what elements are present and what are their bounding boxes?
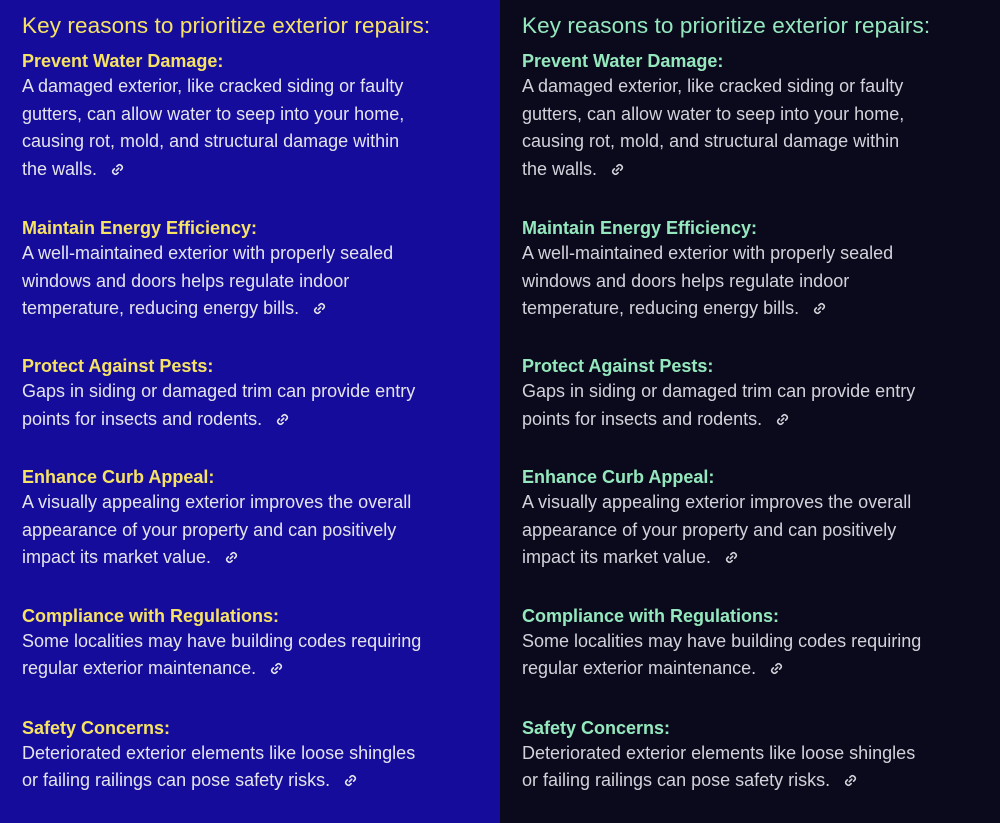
reason-text-line: A visually appealing exterior improves the overall xyxy=(522,491,912,512)
reason-text-line: regular exterior maintenance. xyxy=(22,658,257,679)
link-icon[interactable] xyxy=(776,413,789,426)
reason-text-line: causing rot, mold, and structural damage within xyxy=(22,131,400,152)
reason-title: Safety Concerns: xyxy=(22,717,171,738)
reason-section xyxy=(22,49,482,183)
reason-text-line: gutters, can allow water to seep into your home, xyxy=(522,103,905,124)
reason-title: Maintain Energy Efficiency: xyxy=(22,217,258,238)
reason-title: Protect Against Pests: xyxy=(22,355,214,376)
reason-description xyxy=(22,628,482,683)
page-heading: Key reasons to prioritize exterior repairs: xyxy=(522,13,931,38)
reason-text-line: the walls. xyxy=(522,158,598,179)
reason-description xyxy=(22,489,482,572)
reason-text-line: Gaps in siding or damaged trim can provide entry xyxy=(22,380,416,401)
reason-section xyxy=(522,604,982,683)
reason-text-line: or failing railings can pose safety risks. xyxy=(522,770,831,791)
reason-title: Compliance with Regulations: xyxy=(522,605,780,626)
reason-section xyxy=(22,604,482,683)
reason-section xyxy=(22,216,482,323)
reason-title: Protect Against Pests: xyxy=(522,355,714,376)
reason-section xyxy=(522,716,982,795)
reason-text-line: appearance of your property and can positively xyxy=(522,519,897,540)
reason-section xyxy=(522,354,982,433)
reason-description xyxy=(22,378,482,433)
reason-description xyxy=(522,628,982,683)
reason-description xyxy=(22,240,482,323)
reason-text-line: points for insects and rodents. xyxy=(22,408,263,429)
reason-text-line: impact its market value. xyxy=(22,547,212,568)
reason-text-line: A visually appealing exterior improves the overall xyxy=(22,491,412,512)
link-icon[interactable] xyxy=(611,163,624,176)
reason-section xyxy=(22,354,482,433)
link-icon[interactable] xyxy=(813,302,826,315)
link-icon[interactable] xyxy=(844,774,857,787)
link-icon[interactable] xyxy=(344,774,357,787)
reason-description xyxy=(22,73,482,183)
reason-title: Safety Concerns: xyxy=(522,717,671,738)
link-icon[interactable] xyxy=(111,163,124,176)
reason-text-line: Some localities may have building codes requiring xyxy=(522,630,922,651)
reasons-list xyxy=(22,49,482,795)
reason-text-line: A well-maintained exterior with properly sealed xyxy=(22,242,394,263)
reason-description xyxy=(522,740,982,795)
reason-text-line: Deteriorated exterior elements like loose shingles xyxy=(522,742,916,763)
reason-title: Prevent Water Damage: xyxy=(522,51,724,71)
reason-text-line: gutters, can allow water to seep into your home, xyxy=(22,103,405,124)
right-panel-dark xyxy=(500,0,1000,823)
reason-title: Enhance Curb Appeal: xyxy=(522,466,715,487)
page-heading: Key reasons to prioritize exterior repairs: xyxy=(22,13,431,38)
reason-text-line: Deteriorated exterior elements like loose shingles xyxy=(22,742,416,763)
reason-text-line: windows and doors helps regulate indoor xyxy=(22,270,350,291)
reason-title: Maintain Energy Efficiency: xyxy=(522,217,758,238)
reason-description xyxy=(22,740,482,795)
reason-text-line: impact its market value. xyxy=(522,547,712,568)
reason-text-line: A well-maintained exterior with properly sealed xyxy=(522,242,894,263)
link-icon[interactable] xyxy=(225,551,238,564)
reason-text-line: the walls. xyxy=(22,158,98,179)
reason-text-line: temperature, reducing energy bills. xyxy=(22,298,300,319)
reason-title: Compliance with Regulations: xyxy=(22,605,280,626)
reason-text-line: Gaps in siding or damaged trim can provide entry xyxy=(522,380,916,401)
reason-description xyxy=(522,240,982,323)
reason-description xyxy=(522,378,982,433)
reason-text-line: Some localities may have building codes requiring xyxy=(22,630,422,651)
link-icon[interactable] xyxy=(725,551,738,564)
reason-section xyxy=(22,716,482,795)
reasons-list xyxy=(522,49,982,795)
reason-title: Enhance Curb Appeal: xyxy=(22,466,215,487)
link-icon[interactable] xyxy=(276,413,289,426)
reason-text-line: points for insects and rodents. xyxy=(522,408,763,429)
reason-text-line: A damaged exterior, like cracked siding or faulty xyxy=(522,76,904,96)
reason-text-line: temperature, reducing energy bills. xyxy=(522,298,800,319)
reason-text-line: A damaged exterior, like cracked siding or faulty xyxy=(22,76,404,96)
reason-text-line: windows and doors helps regulate indoor xyxy=(522,270,850,291)
link-icon[interactable] xyxy=(770,662,783,675)
reason-text-line: regular exterior maintenance. xyxy=(522,658,757,679)
reason-text-line: causing rot, mold, and structural damage within xyxy=(522,131,900,152)
reason-section xyxy=(522,216,982,323)
reason-title: Prevent Water Damage: xyxy=(22,51,224,71)
link-icon[interactable] xyxy=(270,662,283,675)
reason-section xyxy=(522,465,982,572)
reason-text-line: appearance of your property and can positively xyxy=(22,519,397,540)
reason-text-line: or failing railings can pose safety risks. xyxy=(22,770,331,791)
reason-section xyxy=(22,465,482,572)
reason-description xyxy=(522,73,982,183)
reason-description xyxy=(522,489,982,572)
link-icon[interactable] xyxy=(313,302,326,315)
reason-section xyxy=(522,49,982,183)
